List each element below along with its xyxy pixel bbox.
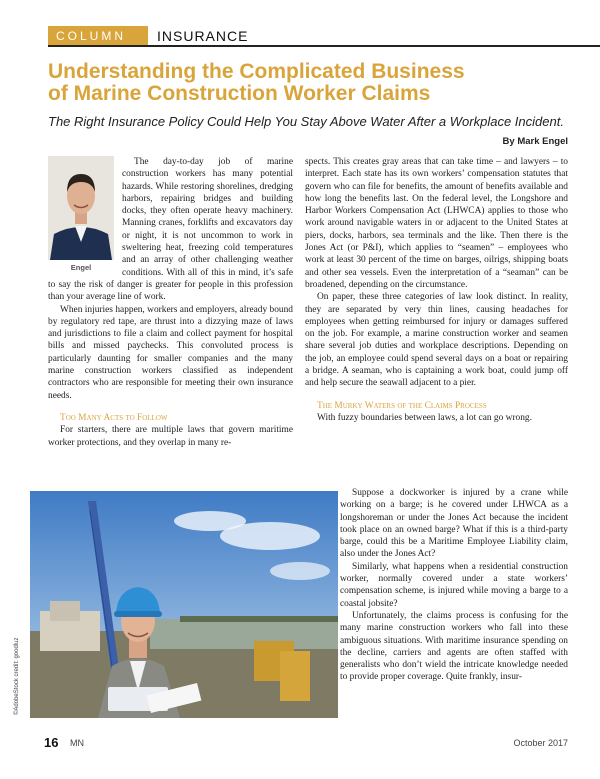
construction-worker-photo-icon [30,491,338,718]
paragraph: Unfortunately, the claims process is confusing for the many marine construction workers who fall into these ambiguous situations. With maritime insurance spending on the decline, carriers and agents are often staffed with generalists who don’t wield the intricate knowledge needed to provide proper coverage. Quite frankly, insur- [340,610,568,683]
author-portrait [48,156,114,272]
article-title [48,61,568,105]
magazine-name: MN [70,738,84,748]
subhead-too-many-acts: Too Many Acts to Follow [60,412,168,423]
paragraph: Similarly, what happens when a residential construction worker, normally covered under a state workers’ compensation scheme, is injured while moving a barge to a coastal jobsite? [340,561,568,609]
portrait-icon [48,156,114,260]
article-subtitle: The Right Insurance Policy Could Help You Stay Above Water After a Workplace Incident. [48,114,564,129]
column-left [48,156,293,449]
paragraph: For starters, there are multiple laws that govern maritime worker protections, and they overlap in many re- [48,425,293,448]
header-rule [48,45,600,47]
column-right [305,156,568,424]
title-line-2: of Marine Construction Worker Claims [48,82,431,105]
section-label: INSURANCE [157,28,249,44]
paragraph: On paper, these three categories of law look distinct. In reality, they are separated by very thin lines, causing headaches for employees when getting reimbursed for injury or damages suffered on the job. For example, a marine construction worker and seamen share several job duties and workplace descriptions. Depending on the job, an employee could spend several days on a boat or repairing a bridge. A seaman, who is captaining a work boat, could jump off and help secure the seawall adjacent to a pier. [305,292,568,389]
column-tag: COLUMN [48,26,148,46]
paragraph: The day-to-day job of marine construction workers has many potential hazards. While restoring shorelines, dredging harbors, repairing bridges and building docks, they often operate heavy machinery. Manning cranes, forklifts and excavators day or night, it is not uncommon to work in sweltering heat, freezing cold temperatures and an array of other challenging weather conditions. With all of this in mind, it’s safe to say the risk of danger is greater for people in this profession than your average line of work. [48,157,293,303]
page-footer [0,735,600,755]
paragraph: When injuries happen, workers and employers, already bound by regulatory red tape, are thrust into a dizzying maze of laws and jurisdictions to file a claim and collect payment for hospital bills and missed paychecks. This convoluted process is particularly daunting for smaller companies and the many marine construction workers classified as independent contractors who are responsible for meeting their own insurance needs. [48,304,293,401]
byline: By Mark Engel [502,136,568,147]
construction-photo [30,491,338,718]
page-number: 16 [44,735,59,750]
paragraph: spects. This creates gray areas that can take time – and lawyers – to interpret. Each state has its own workers’ compensation statutes that govern who can file for benefits, the amount of benefits available and how long the benefits last. On the federal level, the Longshore and Harbor Workers Compensation Act (LHWCA) applies to those who work around navigable waters in or adjacent to the United States at piers, docks, harbors, sea terminals and the like. Then there is the Jones Act (or P&I), which applies to “seamen” – employees who work at least 30 percent of the time on barges, oilrigs, shipping boats and other sea vessels. Even the interpretation of a “seaman” can be broadened, depending on the circumstance. [305,157,568,290]
column-header [0,0,600,47]
photo-credit: ©AdobeStock credit: goodluz [14,637,20,715]
issue-date: October 2017 [513,738,568,748]
portrait-caption: Engel [70,263,92,272]
paragraph: Suppose a dockworker is injured by a crane while working on a barge; is he covered under LHWCA as a longshoreman or under the Jones Act because the incident took place on an owned barge? What if this is a third-party barge, could this be a Maritime Employee Liability claim, also under the Jones Act? [340,488,568,560]
column-right-bottom [340,487,568,684]
paragraph: With fuzzy boundaries between laws, a lot can go wrong. [317,412,532,423]
title-line-1: Understanding the Complicated Business [48,60,465,83]
subhead-murky-waters: The Murky Waters of the Claims Process [317,400,487,411]
